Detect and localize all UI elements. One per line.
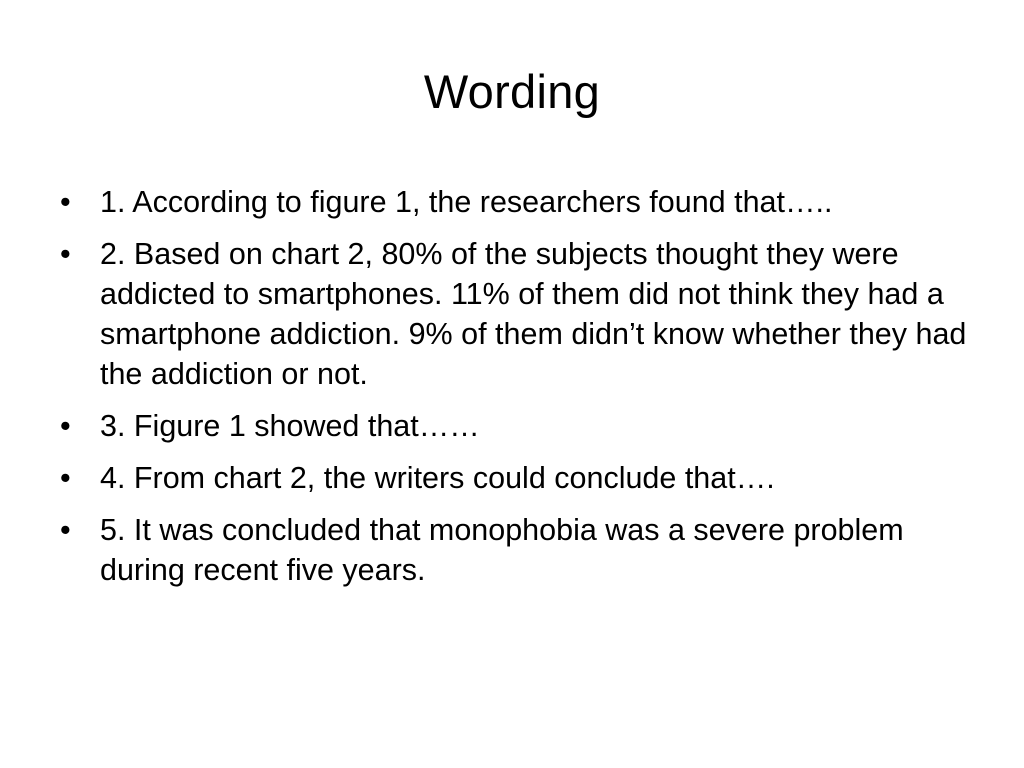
bullet-text-2: 2. Based on chart 2, 80% of the subjects thought they were addicted to smartphones. 11% of them did not think they had a smartphone addiction. 9% of them didn’t know whether they had the addiction or not. <box>100 237 967 391</box>
bullet-item-1 <box>60 182 980 222</box>
bullet-list <box>60 182 980 602</box>
slide-title: Wording <box>423 65 601 118</box>
bullet-text-1: 1. According to figure 1, the researchers found that….. <box>100 185 833 219</box>
bullet-text-5: 5. It was concluded that monophobia was a severe problem during recent five years. <box>100 513 904 587</box>
bullet-dot-icon: • <box>60 513 71 547</box>
bullet-text-4: 4. From chart 2, the writers could conclude that…. <box>100 461 775 495</box>
bullet-dot-icon: • <box>60 461 71 495</box>
bullet-dot-icon: • <box>60 237 71 271</box>
bullet-item-5 <box>60 510 980 590</box>
bullet-item-2 <box>60 234 980 394</box>
bullet-item-3 <box>60 406 980 446</box>
bullet-item-4 <box>60 458 980 498</box>
bullet-text-3: 3. Figure 1 showed that…… <box>100 409 480 443</box>
bullet-dot-icon: • <box>60 185 71 219</box>
bullet-dot-icon: • <box>60 409 71 443</box>
